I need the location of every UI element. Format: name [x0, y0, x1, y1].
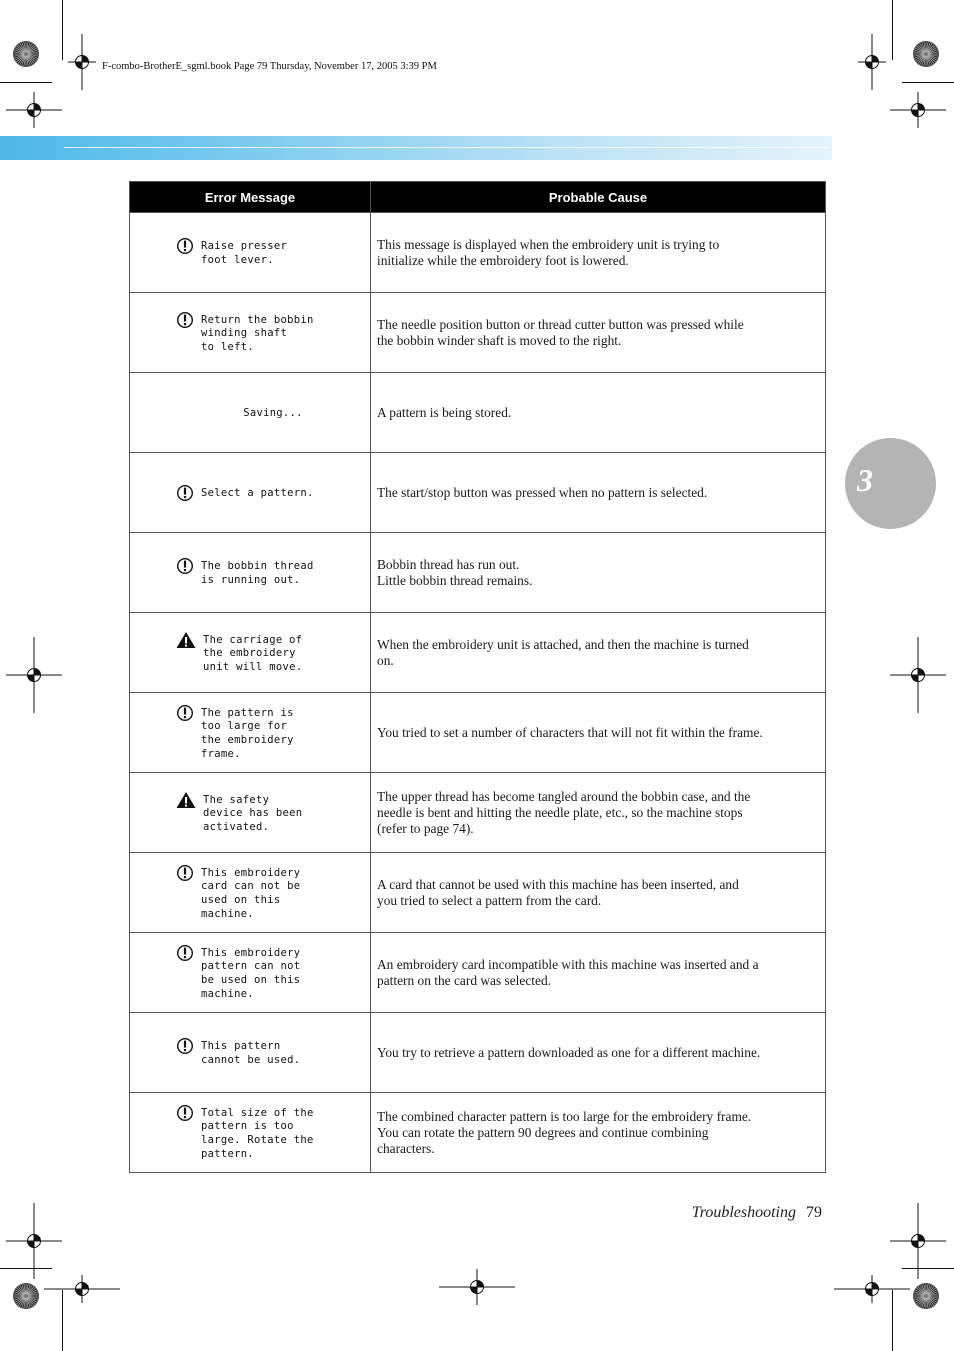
error-message-text: Return the bobbin winding shaft to left.	[201, 313, 314, 353]
error-message-text: This embroidery pattern can not be used on this machine.	[201, 946, 301, 1000]
registration-starburst-icon	[911, 1281, 941, 1311]
chapter-tab	[845, 438, 936, 529]
registration-starburst-icon	[11, 39, 41, 69]
crop-line	[892, 1290, 893, 1351]
registration-crosshair-icon	[890, 637, 946, 713]
table-row	[130, 693, 826, 773]
crop-line	[62, 0, 63, 60]
table-row	[130, 533, 826, 613]
probable-cause-text: Bobbin thread has run out. Little bobbin thread remains.	[371, 533, 826, 613]
column-header-probable-cause: Probable Cause	[371, 182, 826, 213]
caution-icon	[176, 1037, 194, 1055]
error-message-text: The safety device has been activated.	[203, 793, 303, 833]
registration-crosshair-icon	[44, 1275, 120, 1303]
crop-line	[902, 1268, 954, 1269]
error-message-cell	[130, 1093, 371, 1173]
footer-section-title: Troubleshooting	[691, 1204, 796, 1221]
table-row	[130, 1093, 826, 1173]
probable-cause-text: This message is displayed when the embroidery unit is trying to initialize while the embroidery foot is lowered.	[371, 213, 826, 293]
error-message-cell	[130, 693, 371, 773]
warning-triangle-icon	[176, 631, 196, 649]
warning-triangle-icon	[176, 791, 196, 809]
caution-icon	[176, 944, 194, 962]
crop-line	[0, 1268, 52, 1269]
error-message-text: Saving...	[243, 407, 303, 420]
error-message-text: The pattern is too large for the embroidery frame.	[201, 706, 294, 760]
probable-cause-text: You tried to set a number of characters that will not fit within the frame.	[371, 693, 826, 773]
error-message-table	[129, 181, 826, 1173]
caution-icon	[176, 237, 194, 255]
registration-crosshair-icon	[834, 1275, 910, 1303]
error-message-text: The carriage of the embroidery unit will move.	[203, 633, 303, 673]
table-row	[130, 293, 826, 373]
registration-starburst-icon	[11, 1281, 41, 1311]
error-message-text: Select a pattern.	[201, 486, 314, 499]
crop-line	[892, 0, 893, 60]
registration-crosshair-icon	[6, 637, 62, 713]
error-message-text: This embroidery card can not be used on this machine.	[201, 866, 301, 920]
error-message-text: Raise presser foot lever.	[201, 240, 288, 266]
probable-cause-text: An embroidery card incompatible with this machine was inserted and a pattern on the card was selected.	[371, 933, 826, 1013]
error-message-cell	[130, 613, 371, 693]
crop-line	[0, 82, 52, 83]
error-message-cell	[130, 293, 371, 373]
registration-crosshair-icon	[890, 92, 946, 128]
error-message-cell	[130, 853, 371, 933]
error-message-cell	[130, 373, 371, 453]
crop-line	[902, 82, 954, 83]
caution-icon	[176, 704, 194, 722]
table-row	[130, 1013, 826, 1093]
registration-starburst-icon	[911, 39, 941, 69]
error-message-cell	[130, 213, 371, 293]
caution-icon	[176, 557, 194, 575]
error-message-cell	[130, 533, 371, 613]
page-number: 79	[806, 1204, 822, 1221]
column-header-error-message: Error Message	[130, 182, 371, 213]
error-message-cell	[130, 453, 371, 533]
crop-line	[62, 1290, 63, 1351]
page-footer	[692, 1204, 822, 1222]
table-row	[130, 613, 826, 693]
caution-icon	[176, 1104, 194, 1122]
registration-crosshair-icon	[858, 34, 886, 90]
caution-icon	[176, 864, 194, 882]
error-message-text: The bobbin thread is running out.	[201, 560, 314, 586]
probable-cause-text: The start/stop button was pressed when no pattern is selected.	[371, 453, 826, 533]
probable-cause-text: A pattern is being stored.	[371, 373, 826, 453]
probable-cause-text: The upper thread has become tangled around the bobbin case, and the needle is bent and hitting the needle plate, etc., so the machine stops (refer to page 74).	[371, 773, 826, 853]
probable-cause-text: The combined character pattern is too large for the embroidery frame. You can rotate the pattern 90 degrees and continue combining characters.	[371, 1093, 826, 1173]
caution-icon	[176, 311, 194, 329]
probable-cause-text: When the embroidery unit is attached, and then the machine is turned on.	[371, 613, 826, 693]
file-info-header: F-combo-BrotherE_sgml.book Page 79 Thursday, November 17, 2005 3:39 PM	[102, 61, 437, 72]
error-message-text: This pattern cannot be used.	[201, 1040, 301, 1066]
error-message-text: Total size of the pattern is too large. Rotate the pattern.	[201, 1106, 314, 1160]
probable-cause-text: A card that cannot be used with this machine has been inserted, and you tried to select a pattern from the card.	[371, 853, 826, 933]
chapter-number: 3	[857, 462, 873, 498]
table-row	[130, 933, 826, 1013]
error-message-cell	[130, 933, 371, 1013]
registration-crosshair-icon	[68, 34, 96, 90]
header-band	[0, 136, 832, 160]
probable-cause-text: The needle position button or thread cutter button was pressed while the bobbin winder shaft is moved to the right.	[371, 293, 826, 373]
probable-cause-text: You try to retrieve a pattern downloaded as one for a different machine.	[371, 1013, 826, 1093]
caution-icon	[176, 484, 194, 502]
table-row	[130, 213, 826, 293]
registration-crosshair-icon	[439, 1269, 515, 1305]
table-row	[130, 773, 826, 853]
table-row	[130, 853, 826, 933]
table-row	[130, 453, 826, 533]
error-message-cell	[130, 1013, 371, 1093]
registration-crosshair-icon	[6, 92, 62, 128]
table-header-row	[130, 182, 826, 213]
table-row	[130, 373, 826, 453]
error-message-cell	[130, 773, 371, 853]
